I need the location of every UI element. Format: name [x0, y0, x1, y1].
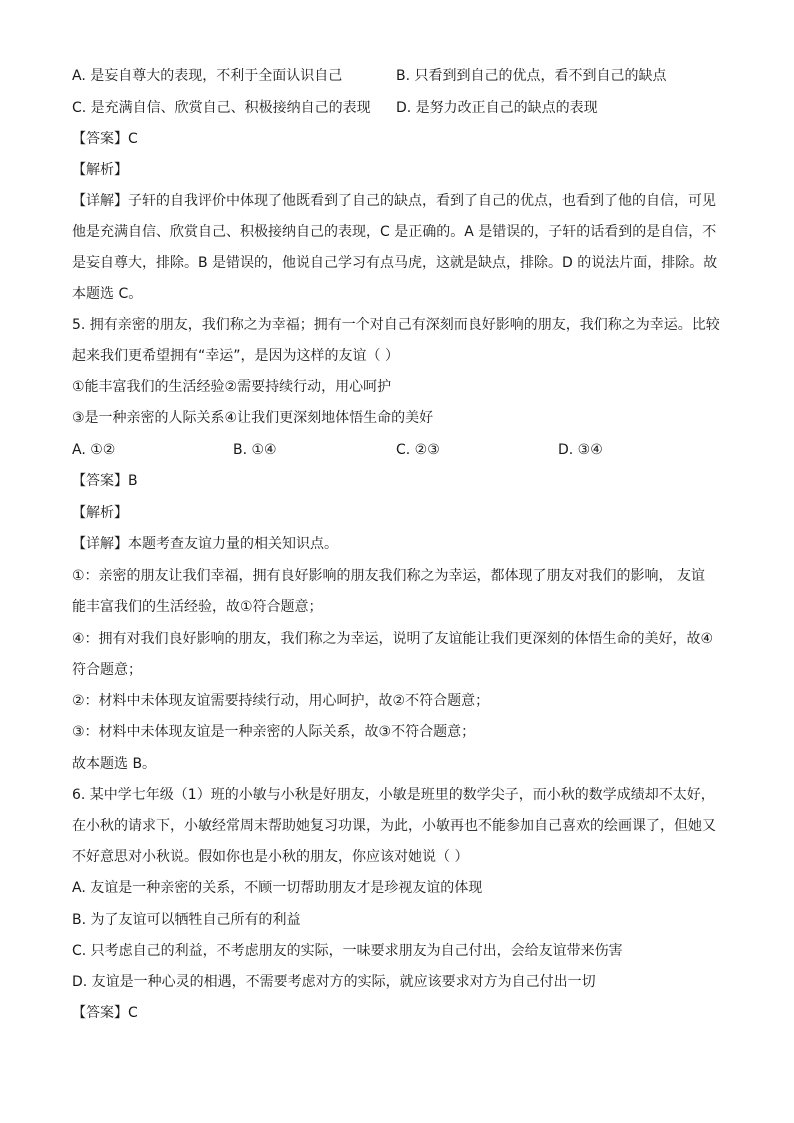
q5-detail-line-1: 【详解】本题考查友谊力量的相关知识点。 — [72, 536, 338, 552]
q4-detail-line-1: 【详解】子轩的自我评价中体现了他既看到了自己的缺点，看到了自己的优点，也看到了他的自信，可见 — [72, 193, 716, 209]
q6-stem-line-3: 不好意思对小秋说。假如你也是小秋的朋友，你应该对她说（ ） — [72, 849, 469, 865]
q4-option-d: D. 是努力改正自己的缺点的表现 — [396, 100, 598, 116]
q5-detail-line-7: ③：材料中未体现友谊是一种亲密的人际关系，故③不符合题意； — [72, 724, 476, 740]
q6-option-c: C. 只考虑自己的利益，不考虑朋友的实际，一味要求朋友为自己付出，会给友谊带来伤害 — [72, 943, 623, 959]
q5-option-a: A. ①② — [72, 442, 116, 458]
q5-detail-line-6: ②：材料中未体现友谊需要持续行动，用心呵护，故②不符合题意； — [72, 693, 490, 709]
q4-option-c: C. 是充满自信、欣赏自己、积极接纳自己的表现 — [72, 100, 371, 116]
q6-answer: 【答案】C — [72, 1005, 138, 1021]
q5-stem-line-1: 5. 拥有亲密的朋友，我们称之为幸福；拥有一个对自己有深刻而良好影响的朋友，我们称之为幸运。比较 — [72, 317, 720, 333]
q4-detail-line-4: 本题选 C。 — [72, 286, 143, 302]
q5-answer: 【答案】B — [72, 473, 138, 489]
q5-option-d: D. ③④ — [558, 442, 603, 458]
q6-option-b: B. 为了友谊可以牺牲自己所有的利益 — [72, 912, 301, 928]
q5-stem-line-2: 起来我们更希望拥有“幸运”，是因为这样的友谊（ ） — [72, 348, 399, 364]
q4-detail-line-3: 是妄自尊大，排除。B 是错误的，他说自己学习有点马虎，这就是缺点，排除。D 的说法片面，排除。故 — [72, 255, 718, 271]
q6-stem-line-1: 6. 某中学七年级（1）班的小敏与小秋是好朋友，小敏是班里的数学尖子，而小秋的数学成绩却不太好， — [72, 787, 715, 803]
q5-detail-line-2: ①：亲密的朋友让我们幸福，拥有良好影响的朋友我们称之为幸运，都体现了朋友对我们的影响， 友谊 — [72, 568, 705, 584]
q5-detail-line-5: 符合题意； — [72, 662, 142, 678]
q6-option-a: A. 友谊是一种亲密的关系，不顾一切帮助朋友才是珍视友谊的体现 — [72, 880, 483, 896]
q6-stem-line-2: 在小秋的请求下，小敏经常周末帮助她复习功课，为此，小敏再也不能参加自己喜欢的绘画课了，但她又 — [72, 818, 716, 834]
q5-detail-line-3: 能丰富我们的生活经验，故①符合题意； — [72, 599, 323, 615]
q4-option-b: B. 只看到到自己的优点，看不到自己的缺点 — [396, 68, 667, 84]
q5-detail-line-8: 故本题选 B。 — [72, 756, 157, 772]
q5-option-b: B. ①④ — [233, 442, 277, 458]
q5-statements-line-2: ③是一种亲密的人际关系④让我们更深刻地体悟生命的美好 — [72, 410, 434, 426]
q5-detail-line-4: ④：拥有对我们良好影响的朋友，我们称之为幸运，说明了友谊能让我们更深刻的体悟生命的美好，故④ — [72, 631, 714, 647]
q5-analysis-heading: 【解析】 — [72, 505, 128, 521]
q5-option-c: C. ②③ — [396, 442, 440, 458]
q5-statements-line-1: ①能丰富我们的生活经验②需要持续行动，用心呵护 — [72, 379, 392, 395]
q4-answer: 【答案】C — [72, 131, 138, 147]
q4-option-a: A. 是妄自尊大的表现，不利于全面认识自己 — [72, 68, 343, 84]
q6-option-d: D. 友谊是一种心灵的相遇，不需要考虑对方的实际，就应该要求对方为自己付出一切 — [72, 974, 596, 990]
q4-analysis-heading: 【解析】 — [72, 162, 128, 178]
q4-detail-line-2: 他是充满自信、欣赏自己、积极接纳自己的表现，C 是正确的。A 是错误的，子轩的话看到的是自信，不 — [72, 224, 717, 240]
